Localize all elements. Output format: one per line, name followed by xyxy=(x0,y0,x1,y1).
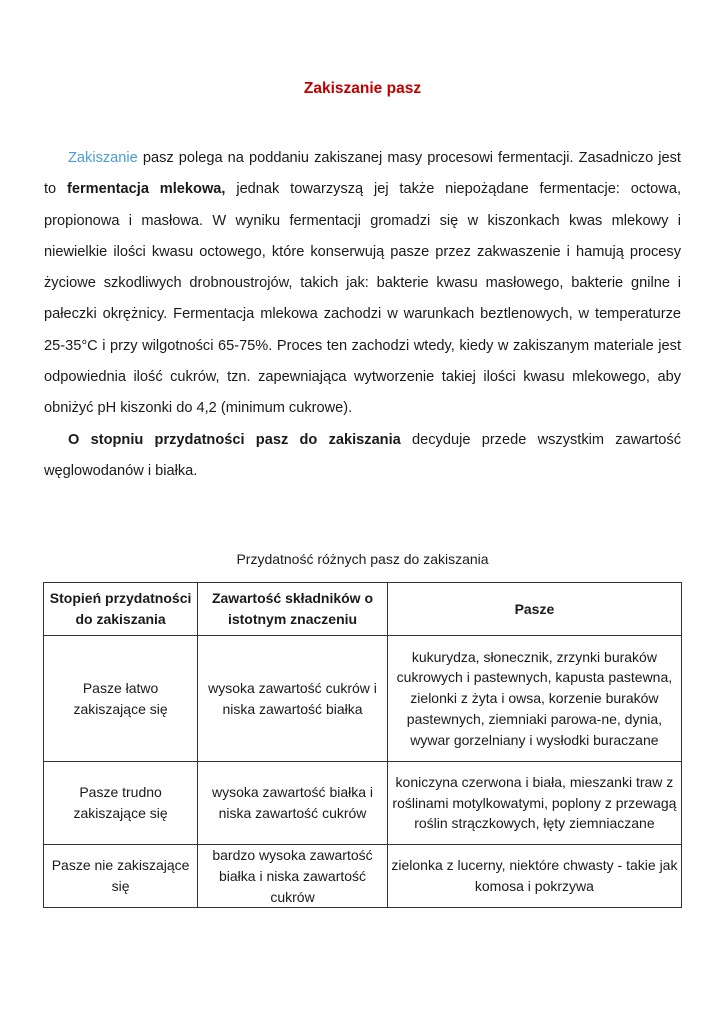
paragraph-2 xyxy=(44,425,681,488)
paragraph-1-text-a: pasz polega na poddaniu zakiszanej masy procesowi fermentacji. Zasadniczo jest to xyxy=(44,150,681,198)
page-title: Zakiszanie pasz xyxy=(303,80,422,97)
article-body xyxy=(44,143,681,487)
cell-feeds: zielonka z lucerny, niektóre chwasty - takie jak komosa i pokrzywa xyxy=(387,845,681,908)
cell-degree: Pasze trudno zakiszające się xyxy=(44,762,198,845)
term-link[interactable]: Zakiszanie xyxy=(68,150,138,166)
cell-degree: Pasze nie zakiszające się xyxy=(44,845,198,908)
cell-feeds: kukurydza, słonecznik, zrzynki buraków cukrowych i pastewnych, kapusta pastewna, zielonki z żyta i owsa, korzenie buraków pastewnych, ziemniaki parowa-ne, dynia, wywar gorzelniany i wysłodki buraczane xyxy=(387,636,681,762)
paragraph-2-bold: O stopniu przydatności pasz do zakiszania xyxy=(68,431,401,448)
paragraph-1-text-b: jednak towarzyszą jej także niepożądane fermentacje: octowa, propionowa i masłowa. W wyniku fermentacji gromadzi się w kiszonkach kwas mlekowy i niewielkie ilości kwasu octowego, które konserwują pasze przez zakwaszenie i hamują procesy życiowe szkodliwych drobnoustrojów, takich jak: bakterie kwasu masłowego, bakterie gnilne i pałeczki okrężnicy. Fermentacja mlekowa zachodzi w warunkach beztlenowych, w temperaturze 25-35°C i przy wilgotności 65-75%. Proces ten zachodzi wtedy, kiedy w zakiszanym materiale jest odpowiednia ilość cukrów, tzn. zapewniająca wytworzenie takiej ilości kwasu mlekowego, aby obniżyć pH kiszonki do 4,2 (minimum cukrowe). xyxy=(44,181,681,417)
paragraph-2-text: decyduje przede wszystkim zawartość węglowodanów i białka. xyxy=(44,431,681,479)
cell-content: wysoka zawartość cukrów i niska zawartość białka xyxy=(198,636,388,762)
table-row xyxy=(44,636,682,762)
cell-content: wysoka zawartość białka i niska zawartość cukrów xyxy=(198,762,388,845)
header-feeds: Pasze xyxy=(387,583,681,636)
table-row xyxy=(44,845,682,908)
paragraph-1 xyxy=(44,143,681,425)
cell-degree: Pasze łatwo zakiszające się xyxy=(44,636,198,762)
table-header-row xyxy=(44,583,682,636)
table-row xyxy=(44,762,682,845)
paragraph-1-bold: fermentacja mlekowa, xyxy=(67,181,226,198)
table-caption: Przydatność różnych pasz do zakiszania xyxy=(236,551,489,567)
cell-feeds: koniczyna czerwona i biała, mieszanki traw z roślinami motylkowatymi, poplony z przewagą roślin strączkowych, łęty ziemniaczane xyxy=(387,762,681,845)
cell-content: bardzo wysoka zawartość białka i niska zawartość cukrów xyxy=(198,845,388,908)
header-degree: Stopień przydatności do zakiszania xyxy=(44,583,198,636)
header-content: Zawartość składników o istotnym znaczeniu xyxy=(198,583,388,636)
suitability-table xyxy=(43,582,682,908)
